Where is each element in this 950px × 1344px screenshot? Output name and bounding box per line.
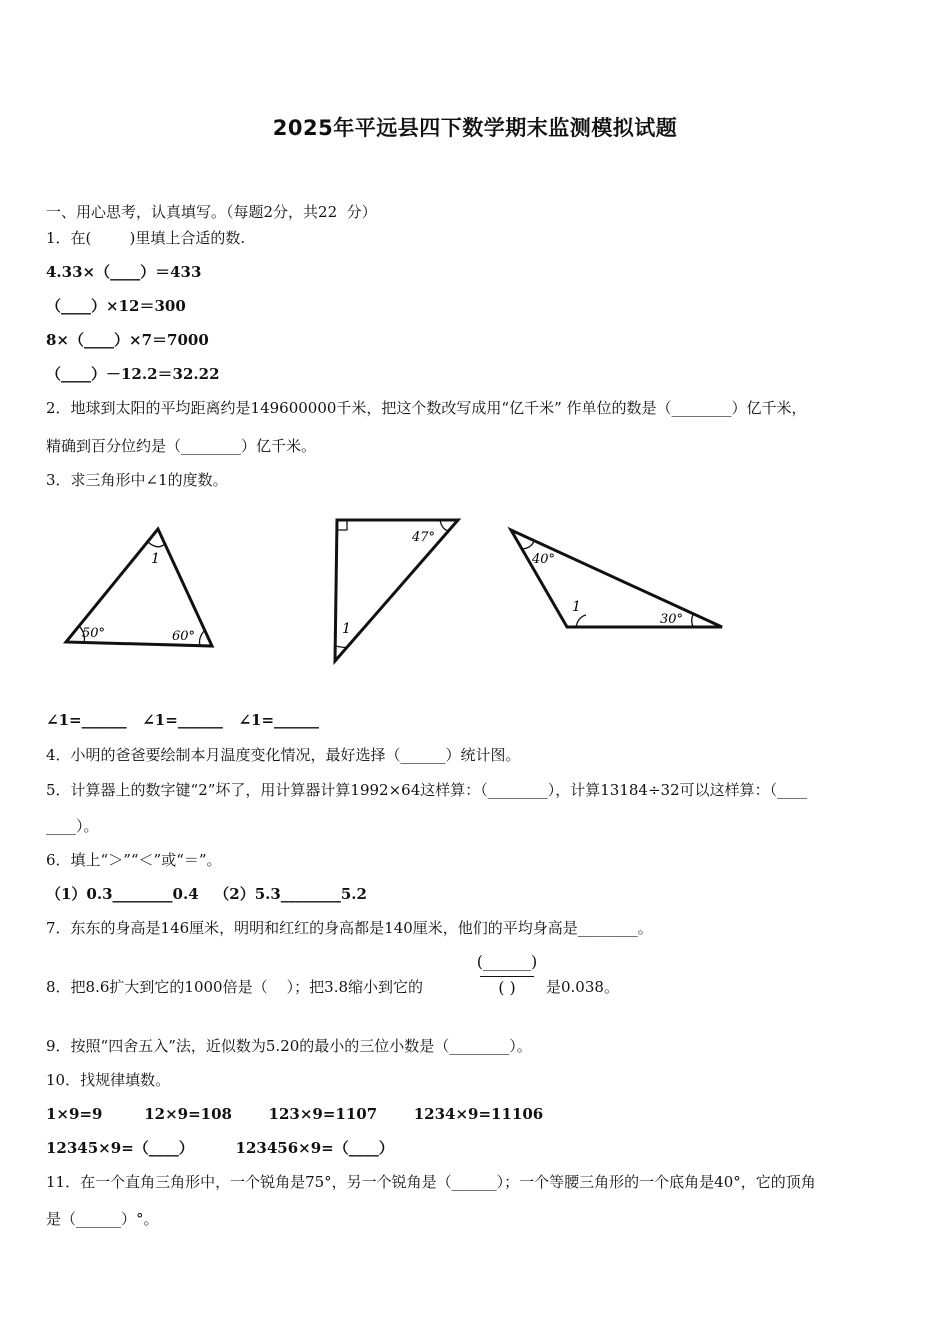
q10-stem: 10．找规律填数。 [46, 1071, 171, 1089]
q2-line2: 精确到百分位约是（________）亿千米。 [46, 437, 317, 455]
t1-angle-left: 50° [82, 626, 106, 641]
q2-line1: 2．地球到太阳的平均距离约是149600000千米，把这个数改写成用“亿千米” 作单位的数是（________）亿千米， [46, 399, 807, 417]
q4-text: 4．小明的爸爸要绘制本月温度变化情况，最好选择（______）统计图。 [46, 746, 521, 764]
q11-line1: 11．在一个直角三角形中，一个锐角是75°，另一个锐角是（______）；一个等腰三角形的一个底角是40°，它的顶角 [46, 1173, 816, 1191]
t1-angle-right: 60° [172, 629, 196, 644]
q9-text: 9．按照“四舍五入”法，近似数为5.20的最小的三位小数是（________）。 [46, 1037, 532, 1055]
t2-angle-bottom: 1 [342, 621, 351, 637]
q6-line: （1）0.3________0.4 （2）5.3________5.2 [46, 885, 367, 903]
q10-line2: 12345×9=（____） 123456×9=（____） [46, 1139, 394, 1157]
t3-angle-bottom: 1 [572, 599, 581, 615]
triangle-figures [0, 505, 950, 680]
triangle-3 [511, 530, 722, 627]
q10-line1: 1×9=9 12×9=108 123×9=1107 1234×9=11106 [46, 1105, 544, 1123]
q3-stem: 3．求三角形中∠1的度数。 [46, 471, 228, 489]
t3-angle-left: 40° [532, 552, 556, 567]
q5-line2: ____）。 [46, 817, 99, 835]
section-heading: 一、用心思考，认真填写。（每题2分，共22 分） [46, 203, 377, 221]
q3-answers: ∠1=______ ∠1=______ ∠1=______ [46, 711, 320, 729]
q1-item-d: （____）－12.2＝32.22 [46, 365, 220, 383]
q8-fraction-denominator: ( ) [498, 978, 516, 997]
q8-fraction [474, 950, 540, 1002]
q1-item-b: （____）×12＝300 [46, 297, 186, 315]
q6-stem: 6．填上“＞”“＜”或“＝”。 [46, 851, 222, 869]
q1-item-a: 4.33×（____）＝433 [46, 263, 202, 281]
q8-tail: 是0.038。 [546, 978, 619, 996]
q8-fraction-numerator: (______) [476, 952, 538, 971]
q1-item-c: 8×（____）×7＝7000 [46, 331, 209, 349]
q11-line2: 是（______）°。 [46, 1210, 159, 1228]
q1-stem: 1．在( )里填上合适的数. [46, 229, 246, 247]
q5-line1: 5．计算器上的数字键“2”坏了，用计算器计算1992×64这样算：（________），计算13184÷32可以这样算：（____ [46, 781, 808, 799]
triangle-2 [335, 520, 458, 661]
page-title: 2025年平远县四下数学期末监测模拟试题 [272, 116, 678, 140]
t3-angle-right: 30° [660, 612, 684, 627]
t1-angle-top: 1 [151, 551, 160, 567]
t2-angle-top: 47° [412, 530, 436, 545]
q7-text: 7．东东的身高是146厘米，明明和红红的身高都是140厘米，他们的平均身高是________。 [46, 919, 653, 937]
triangle-1 [66, 529, 212, 646]
q8-fraction-bar [480, 976, 534, 977]
q8-text: 8．把8.6扩大到它的1000倍是（ ）；把3.8缩小到它的 [46, 978, 424, 996]
